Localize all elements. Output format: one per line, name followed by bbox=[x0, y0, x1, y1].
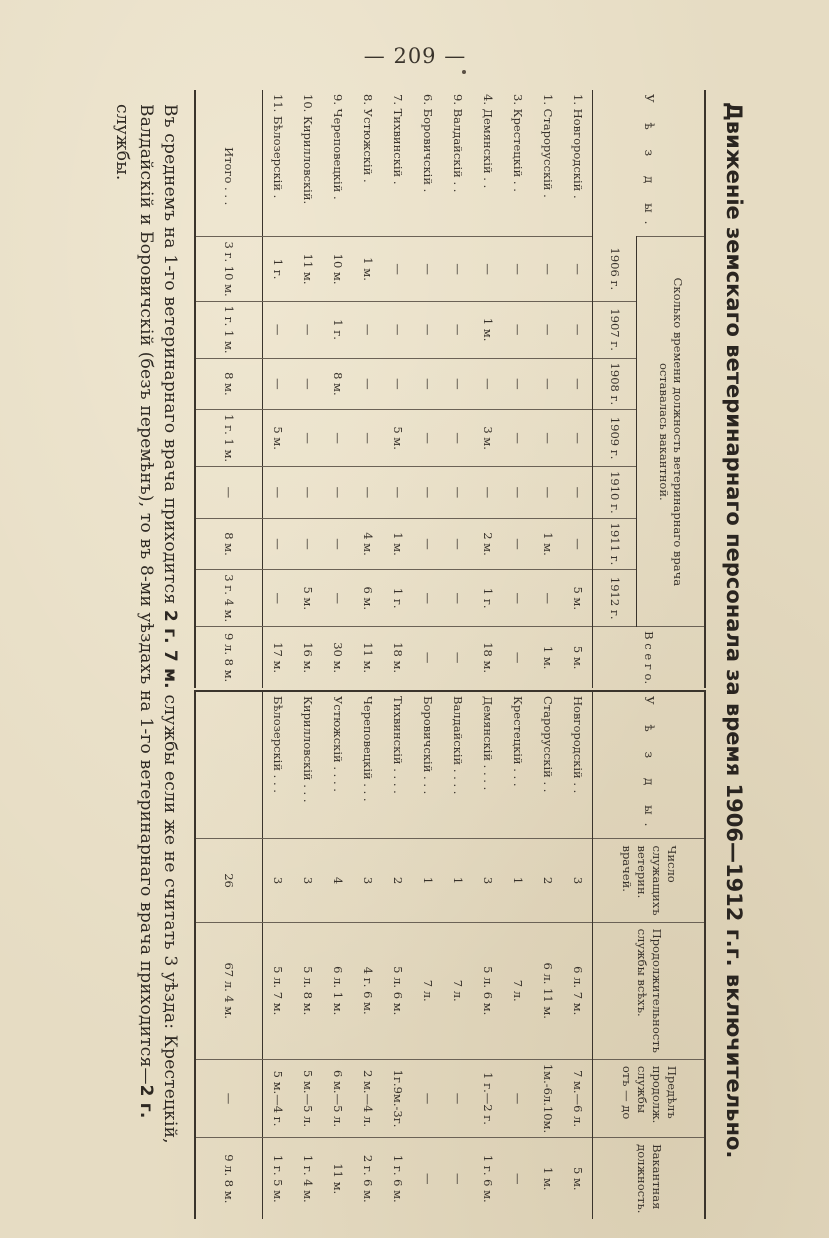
table-cell: — bbox=[263, 301, 293, 358]
summary-note bbox=[110, 104, 182, 1164]
table-cell: — bbox=[413, 518, 443, 570]
table-cell: 3 м. bbox=[473, 410, 503, 467]
table-cell: — bbox=[323, 518, 353, 570]
table-cell: — bbox=[323, 570, 353, 627]
page-title: Движеніе земскаго ветеринарнаго персонала за время 1906—1912 г.г. включительно. bbox=[722, 102, 746, 1159]
region-header: У ѣ з д ы. bbox=[593, 691, 705, 839]
table-cell: 7 м.—6 л. bbox=[563, 1059, 593, 1137]
table-row bbox=[263, 691, 293, 1219]
table-cell: 1 м. bbox=[533, 1138, 563, 1220]
table-cell: 4 bbox=[323, 839, 353, 922]
table-cell: — bbox=[383, 358, 413, 410]
table-cell: — bbox=[413, 627, 443, 688]
total-row bbox=[195, 691, 263, 1219]
table-cell: — bbox=[533, 301, 563, 358]
table-cell: — bbox=[503, 518, 533, 570]
table-cell: 2 м. bbox=[473, 518, 503, 570]
table-cell: — bbox=[533, 570, 563, 627]
district-name: 1. Старорусскій . bbox=[541, 94, 555, 198]
table-row bbox=[323, 691, 353, 1219]
table-cell: — bbox=[503, 1138, 533, 1220]
table-cell: 2 bbox=[383, 839, 413, 922]
district-name: 6. Боровичскій . bbox=[421, 94, 435, 193]
note-bold-value: 2 г. bbox=[136, 1084, 156, 1119]
table-row bbox=[383, 90, 413, 688]
table-row bbox=[563, 90, 593, 688]
district-name: Новгородскій . . bbox=[570, 696, 585, 794]
table-row bbox=[413, 691, 443, 1219]
table-cell: — bbox=[443, 237, 473, 301]
table-cell: 6 л. 1 м. bbox=[323, 922, 353, 1059]
table-cell: — bbox=[383, 301, 413, 358]
table-cell: — bbox=[323, 467, 353, 519]
region-header: У ѣ з д ы. bbox=[593, 90, 705, 237]
table-row bbox=[533, 90, 563, 688]
district-name: Крестецкій . . . bbox=[511, 696, 525, 787]
table-cell: — bbox=[293, 467, 323, 519]
table-cell: 1 м. bbox=[473, 301, 503, 358]
table-cell: — bbox=[503, 627, 533, 688]
table-cell: 5 м.—5 л. bbox=[293, 1059, 323, 1137]
table-row bbox=[563, 691, 593, 1219]
total-header: В с е г о. bbox=[593, 627, 705, 688]
district-name: 7. Тихвинскій . bbox=[391, 94, 405, 185]
table-cell: — bbox=[563, 410, 593, 467]
vacancy-table bbox=[194, 90, 706, 688]
table-cell: — bbox=[263, 570, 293, 627]
table-cell: 1 bbox=[413, 839, 443, 922]
table-cell: 2 bbox=[533, 839, 563, 922]
total-cell: — bbox=[195, 467, 263, 519]
table-cell: — bbox=[503, 237, 533, 301]
table-cell: — bbox=[413, 570, 443, 627]
table-cell: — bbox=[293, 410, 323, 467]
service-duration-header: Продолжительность службы всѣхъ. bbox=[593, 922, 705, 1059]
table-cell: 11 м. bbox=[323, 1138, 353, 1220]
table-cell: 4 м. bbox=[353, 518, 383, 570]
print-dot bbox=[462, 70, 466, 74]
table-cell: — bbox=[293, 358, 323, 410]
table-cell: 1 м. bbox=[353, 237, 383, 301]
table-row bbox=[383, 691, 413, 1219]
district-name: Устюжскій . . . . bbox=[331, 696, 345, 792]
table-cell: 1 г. bbox=[383, 570, 413, 627]
service-table bbox=[194, 690, 706, 1219]
district-name: 10. Кирилловскій. bbox=[301, 94, 315, 205]
table-cell: — bbox=[533, 237, 563, 301]
table-cell: 5 м. bbox=[563, 627, 593, 688]
table-cell: — bbox=[353, 410, 383, 467]
note-text: Въ среднемъ на 1-го ветеринарнаго врача приходится bbox=[160, 104, 180, 605]
table-row bbox=[473, 691, 503, 1219]
table-cell: 5 м. bbox=[263, 410, 293, 467]
table-cell: 1 bbox=[443, 839, 473, 922]
table-cell: 5 м. bbox=[563, 570, 593, 627]
district-name: 9. Череповецкій . bbox=[331, 94, 345, 200]
year-header: 1911 г. bbox=[593, 518, 637, 570]
table-cell: 1 г. bbox=[323, 301, 353, 358]
table-cell: 1 г. 6 м. bbox=[383, 1138, 413, 1220]
table-cell: 3 bbox=[563, 839, 593, 922]
table-row bbox=[293, 90, 323, 688]
district-name: Валдайскій . . . . bbox=[451, 696, 465, 795]
district-name: 8. Устюжскій . bbox=[361, 94, 375, 183]
table-row bbox=[503, 691, 533, 1219]
total-label bbox=[195, 691, 263, 839]
table-cell: 5 м.—4 г. bbox=[263, 1059, 293, 1137]
district-name: 3. Крестецкій . . bbox=[511, 94, 525, 192]
table-cell: — bbox=[443, 570, 473, 627]
table-cell: 1г.9м.-3г. bbox=[383, 1059, 413, 1137]
table-cell: — bbox=[563, 518, 593, 570]
year-header: 1910 г. bbox=[593, 467, 637, 519]
table-cell: — bbox=[443, 301, 473, 358]
table-cell: — bbox=[413, 467, 443, 519]
tables-area bbox=[196, 90, 706, 1214]
note-text: службы. bbox=[112, 104, 132, 181]
table-row bbox=[263, 90, 293, 688]
table-cell: — bbox=[503, 301, 533, 358]
table-cell: 6 м.—5 л. bbox=[323, 1059, 353, 1137]
table-cell: 5 м. bbox=[293, 570, 323, 627]
table-cell: 17 м. bbox=[263, 627, 293, 688]
table-cell: 1 г. bbox=[473, 570, 503, 627]
table-cell: 5 л. 7 м. bbox=[263, 922, 293, 1059]
table-cell: — bbox=[443, 467, 473, 519]
table-cell: — bbox=[563, 237, 593, 301]
rotated-content bbox=[40, 90, 750, 1214]
note-bold-value: 2 г. 7 м. bbox=[160, 609, 180, 689]
total-cell: 8 м. bbox=[195, 518, 263, 570]
table-cell: — bbox=[413, 237, 443, 301]
table-cell: — bbox=[533, 358, 563, 410]
table-cell: — bbox=[353, 358, 383, 410]
table-cell: — bbox=[263, 467, 293, 519]
table-cell: — bbox=[383, 467, 413, 519]
vacancy-group-header: Сколько времени должность ветеринарнаго врача оставалась вакантной. bbox=[637, 237, 705, 627]
table-cell: 5 л. 6 м. bbox=[383, 922, 413, 1059]
table-cell: 6 л. 7 м. bbox=[563, 922, 593, 1059]
table-cell: — bbox=[503, 358, 533, 410]
table-cell: 8 м. bbox=[323, 358, 353, 410]
total-row bbox=[195, 90, 263, 688]
table-cell: — bbox=[563, 467, 593, 519]
table-cell: 1 м. bbox=[383, 518, 413, 570]
staff-count-header: Число служащихъ ветерин. врачей. bbox=[593, 839, 705, 922]
page-number: — 209 — bbox=[363, 44, 467, 68]
table-row bbox=[443, 691, 473, 1219]
table-cell: — bbox=[563, 358, 593, 410]
total-cell: — bbox=[195, 1059, 263, 1137]
table-cell: 3 bbox=[353, 839, 383, 922]
table-cell: — bbox=[293, 518, 323, 570]
table-cell: 7 л. bbox=[503, 922, 533, 1059]
table-cell: 2 г. 6 м. bbox=[353, 1138, 383, 1220]
district-name: Боровичскій . . . bbox=[421, 696, 435, 795]
year-header: 1908 г. bbox=[593, 358, 637, 410]
year-header: 1906 г. bbox=[593, 237, 637, 301]
table-cell: 1 г.—2 г. bbox=[473, 1059, 503, 1137]
district-name: Череповецкій . . . bbox=[361, 696, 375, 802]
district-name: 1. Новгородскій . bbox=[570, 94, 585, 199]
table-cell: 18 м. bbox=[473, 627, 503, 688]
total-cell: 9 л. 8 м. bbox=[195, 627, 263, 688]
district-name: Старорусскій . . bbox=[541, 696, 555, 793]
table-cell: — bbox=[413, 358, 443, 410]
table-cell: — bbox=[443, 410, 473, 467]
vacancy-table-body bbox=[195, 90, 593, 688]
table-cell: — bbox=[413, 301, 443, 358]
table-row bbox=[353, 691, 383, 1219]
table-cell: — bbox=[443, 1138, 473, 1220]
year-header: 1907 г. bbox=[593, 301, 637, 358]
table-cell: 30 м. bbox=[323, 627, 353, 688]
district-name: 11. Бѣлозерскій . bbox=[271, 94, 286, 199]
table-cell: 5 м. bbox=[383, 410, 413, 467]
district-name: Демянскій . . . . bbox=[481, 696, 495, 791]
table-cell: 11 м. bbox=[353, 627, 383, 688]
total-cell: 8 м. bbox=[195, 358, 263, 410]
year-header: 1909 г. bbox=[593, 410, 637, 467]
table-cell: — bbox=[413, 410, 443, 467]
table-cell: — bbox=[413, 1059, 443, 1137]
table-cell: 11 м. bbox=[293, 237, 323, 301]
table-row bbox=[503, 90, 533, 688]
table-cell: 1м.-6л.10м. bbox=[533, 1059, 563, 1137]
service-range-header: Предѣлъ продолж. службы отъ — до bbox=[593, 1059, 705, 1137]
table-row bbox=[353, 90, 383, 688]
total-cell: 26 bbox=[195, 839, 263, 922]
district-name: 4. Демянскій . . bbox=[481, 94, 495, 189]
table-cell: 6 л. 11 м. bbox=[533, 922, 563, 1059]
table-cell: 1 bbox=[503, 839, 533, 922]
table-cell: 4 г. 6 м. bbox=[353, 922, 383, 1059]
total-cell: 3 г. 4 м. bbox=[195, 570, 263, 627]
table-cell: 6 м. bbox=[353, 570, 383, 627]
table-cell: — bbox=[533, 410, 563, 467]
district-name: 9. Валдайскій . . bbox=[451, 94, 465, 193]
table-row bbox=[323, 90, 353, 688]
table-cell: 3 bbox=[263, 839, 293, 922]
table-cell: 5 л. 8 м. bbox=[293, 922, 323, 1059]
table-cell: — bbox=[503, 410, 533, 467]
table-cell: 7 л. bbox=[413, 922, 443, 1059]
total-label: Итого . . . bbox=[195, 90, 263, 237]
table-cell: — bbox=[443, 518, 473, 570]
table-cell: 16 м. bbox=[293, 627, 323, 688]
district-name: Тихвинскій . . . . bbox=[391, 696, 405, 794]
total-cell: 3 г. 10 м. bbox=[195, 237, 263, 301]
table-cell: — bbox=[473, 467, 503, 519]
district-name: Кирилловскій . . . bbox=[301, 696, 315, 803]
district-name: Бѣлозерскій . . . bbox=[271, 696, 286, 793]
total-cell: 67 л. 4 м. bbox=[195, 922, 263, 1059]
table-cell: — bbox=[473, 358, 503, 410]
table-cell: 1 г. 4 м. bbox=[293, 1138, 323, 1220]
table-row bbox=[533, 691, 563, 1219]
table-cell: 3 bbox=[293, 839, 323, 922]
table-cell: — bbox=[383, 237, 413, 301]
table-cell: — bbox=[353, 301, 383, 358]
table-cell: — bbox=[563, 301, 593, 358]
table-row bbox=[443, 90, 473, 688]
table-cell: — bbox=[443, 627, 473, 688]
table-cell: — bbox=[473, 237, 503, 301]
table-cell: 10 м. bbox=[323, 237, 353, 301]
note-text: службы если же не считать 3 уѣзда: Крестецкій, Валдайскій и Боровичскій (безъ перемѣнъ), то въ 8-ми уѣздахъ на 1-го ветеринарнаго врача приходится— bbox=[136, 104, 180, 1144]
table-cell: 18 м. bbox=[383, 627, 413, 688]
table-cell: — bbox=[263, 358, 293, 410]
table-cell: 1 г. bbox=[263, 237, 293, 301]
table-cell: — bbox=[323, 410, 353, 467]
table-cell: 1 м. bbox=[533, 518, 563, 570]
table-cell: 2 м.—4 л. bbox=[353, 1059, 383, 1137]
total-cell: 1 г. 1 м. bbox=[195, 301, 263, 358]
table-cell: — bbox=[263, 518, 293, 570]
table-cell: 1 г. 5 м. bbox=[263, 1138, 293, 1220]
vacancy-header: Вакантная должность. bbox=[593, 1138, 705, 1220]
table-row bbox=[413, 90, 443, 688]
table-cell: 3 bbox=[473, 839, 503, 922]
table-cell: — bbox=[443, 1059, 473, 1137]
table-cell: — bbox=[443, 358, 473, 410]
table-cell: 5 м. bbox=[563, 1138, 593, 1220]
service-table-body bbox=[195, 691, 593, 1219]
table-cell: — bbox=[533, 467, 563, 519]
table-row bbox=[293, 691, 323, 1219]
table-cell: — bbox=[353, 467, 383, 519]
total-cell: 9 л. 8 м. bbox=[195, 1138, 263, 1220]
table-cell: — bbox=[293, 301, 323, 358]
table-cell: 1 г. 6 м. bbox=[473, 1138, 503, 1220]
table-cell: — bbox=[503, 467, 533, 519]
table-cell: 1 м. bbox=[533, 627, 563, 688]
table-cell: — bbox=[413, 1138, 443, 1220]
table-row bbox=[473, 90, 503, 688]
year-header: 1912 г. bbox=[593, 570, 637, 627]
table-cell: 7 л. bbox=[443, 922, 473, 1059]
table-cell: — bbox=[503, 570, 533, 627]
total-cell: 1 г. 1 м. bbox=[195, 410, 263, 467]
table-cell: — bbox=[503, 1059, 533, 1137]
table-cell: 5 л. 6 м. bbox=[473, 922, 503, 1059]
